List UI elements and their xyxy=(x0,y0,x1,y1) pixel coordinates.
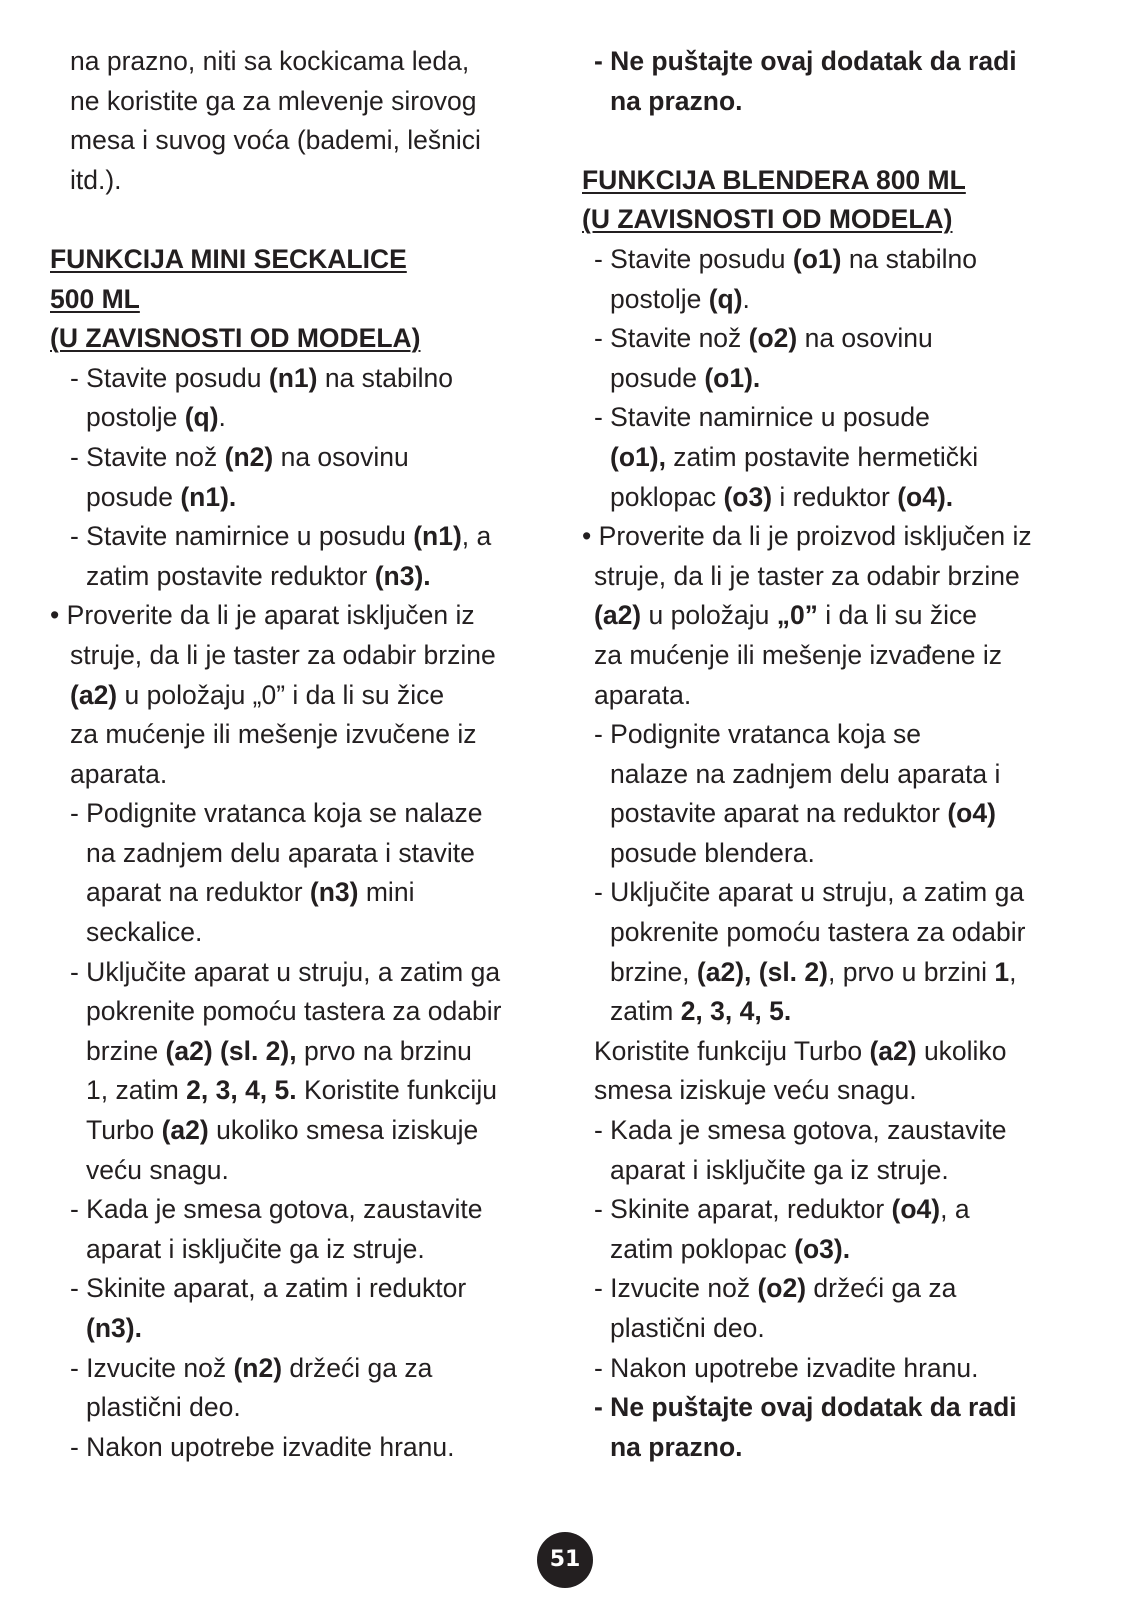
text-run: u položaju „0” i da li su žice xyxy=(117,679,445,710)
section-heading-line xyxy=(582,200,1102,240)
text-run: postolje xyxy=(610,283,709,314)
text-run: u položaju xyxy=(641,600,777,631)
text-line xyxy=(582,280,1102,320)
text-run: ukoliko smesa iziskuje xyxy=(208,1115,479,1146)
text-run: - Uključite aparat u struju, a zatim ga xyxy=(70,956,501,987)
text-line xyxy=(50,953,550,993)
bold-reference: (n1) xyxy=(268,362,318,393)
text-run: postolje xyxy=(86,402,185,433)
text-line xyxy=(50,359,550,399)
text-run: Koristite funkciju Turbo xyxy=(594,1035,870,1066)
text-line xyxy=(50,42,550,82)
text-run: - Izvucite nož xyxy=(70,1352,234,1383)
text-line xyxy=(50,557,550,597)
bold-reference: (o1). xyxy=(704,362,761,393)
text-run: - Stavite nož xyxy=(70,441,225,472)
text-line xyxy=(50,1151,550,1191)
text-run: , a xyxy=(461,521,492,552)
paragraph-spacer xyxy=(50,200,550,240)
text-line xyxy=(582,1190,1102,1230)
text-line xyxy=(582,398,1102,438)
bold-reference: (a2) xyxy=(594,600,642,631)
text-run: i da li su žice xyxy=(817,600,978,631)
text-line xyxy=(50,794,550,834)
text-line xyxy=(50,1309,550,1349)
bold-reference: (n3) xyxy=(309,877,359,908)
bold-reference: (o1) xyxy=(792,243,842,274)
bold-reference: (a2) (sl. 2), xyxy=(165,1035,297,1066)
text-run: brzine, xyxy=(610,956,697,987)
text-line xyxy=(50,1111,550,1151)
text-run: mini xyxy=(358,877,415,908)
text-run: - Izvucite nož xyxy=(594,1273,758,1304)
text-run: aparata. xyxy=(70,758,168,789)
text-line xyxy=(582,1111,1102,1151)
text-line xyxy=(582,1151,1102,1191)
text-line xyxy=(582,596,1102,636)
text-run: - Stavite namirnice u posudu xyxy=(70,521,414,552)
text-run: zatim postavite hermetički xyxy=(665,441,979,472)
text-line xyxy=(582,438,1102,478)
text-line xyxy=(582,319,1102,359)
bold-reference: (o3). xyxy=(794,1233,851,1264)
text-run: - Nakon upotrebe izvadite hranu. xyxy=(70,1431,455,1462)
text-run: posude blendera. xyxy=(610,837,815,868)
left-column xyxy=(50,42,550,1467)
text-line xyxy=(50,438,550,478)
text-run: plastični deo. xyxy=(610,1313,765,1343)
text-line xyxy=(582,557,1102,597)
text-run: na osovinu xyxy=(797,323,933,354)
text-line xyxy=(50,1071,550,1111)
text-line xyxy=(582,953,1102,993)
text-line xyxy=(582,715,1102,755)
text-line xyxy=(582,240,1102,280)
text-line xyxy=(582,834,1102,874)
warning-line xyxy=(582,1428,1102,1468)
text-run: za mućenje ili mešenje izvađene iz xyxy=(594,639,1003,670)
text-line xyxy=(50,121,550,161)
text-run: • Proverite da li je proizvod isključen iz xyxy=(582,521,1032,552)
right-column xyxy=(582,42,1102,1467)
text-line xyxy=(50,834,550,874)
page-number-badge: 51 xyxy=(537,1532,593,1588)
text-line xyxy=(50,1269,550,1309)
text-run: na stabilno xyxy=(317,362,453,393)
text-run: - Podignite vratanca koja se xyxy=(594,719,922,750)
bold-reference: (n3). xyxy=(86,1313,142,1343)
text-line xyxy=(50,873,550,913)
text-line xyxy=(50,992,550,1032)
text-line xyxy=(582,1349,1102,1389)
text-run: zatim poklopac xyxy=(610,1233,795,1264)
bold-reference: (n1). xyxy=(180,481,237,512)
text-run: veću snagu. xyxy=(86,1154,229,1185)
text-run: - Ne puštajte ovaj dodatak da radi xyxy=(594,46,1017,76)
text-run: , prvo u brzini xyxy=(827,956,995,987)
text-run: - Stavite nož xyxy=(594,323,749,354)
text-run: - Uključite aparat u struju, a zatim ga xyxy=(594,877,1025,908)
text-line xyxy=(50,1428,550,1468)
text-run: poklopac xyxy=(610,481,724,512)
text-run: itd.). xyxy=(70,164,122,195)
text-run: - Nakon upotrebe izvadite hranu. xyxy=(594,1352,979,1383)
text-run: - Podignite vratanca koja se nalaze xyxy=(70,798,483,829)
text-run: postavite aparat na reduktor xyxy=(610,798,948,829)
text-line xyxy=(50,755,550,795)
paragraph-spacer xyxy=(582,121,1102,161)
text-run: držeći ga za xyxy=(806,1273,957,1304)
text-run: na prazno, niti sa kockicama leda, xyxy=(70,46,470,76)
text-run: na stabilno xyxy=(841,243,977,274)
text-run: ukoliko xyxy=(916,1035,1007,1066)
text-line xyxy=(50,1388,550,1428)
text-run: (U ZAVISNOSTI OD MODELA) xyxy=(50,323,421,354)
section-heading-line xyxy=(50,240,550,280)
text-run: pokrenite pomoću tastera za odabir xyxy=(86,996,502,1027)
bold-reference: 1 xyxy=(994,956,1010,987)
text-line xyxy=(50,478,550,518)
bold-reference: 2, 3, 4, 5. xyxy=(186,1075,297,1106)
bold-reference: (o4) xyxy=(947,798,996,829)
text-run: za mućenje ili mešenje izvučene iz xyxy=(70,719,477,750)
text-run: na prazno. xyxy=(610,85,743,116)
text-line xyxy=(582,873,1102,913)
text-line xyxy=(50,517,550,557)
text-line xyxy=(582,517,1102,557)
text-line xyxy=(50,82,550,122)
text-line xyxy=(50,1230,550,1270)
text-run: - Kada je smesa gotova, zaustavite xyxy=(70,1194,483,1225)
text-run: aparat i isključite ga iz struje. xyxy=(86,1233,425,1264)
text-line xyxy=(582,913,1102,953)
warning-line xyxy=(582,1388,1102,1428)
bold-reference: (n2) xyxy=(224,441,274,472)
text-run: FUNKCIJA MINI SECKALICE xyxy=(50,243,407,274)
bold-reference: (o2) xyxy=(757,1273,807,1304)
text-run: na zadnjem delu aparata i stavite xyxy=(86,837,475,868)
text-line xyxy=(582,755,1102,795)
text-line xyxy=(50,676,550,716)
text-run: FUNKCIJA BLENDERA 800 ML xyxy=(582,164,966,195)
text-run: na prazno. xyxy=(610,1431,743,1462)
text-run: - Skinite aparat, reduktor xyxy=(594,1194,892,1225)
text-run: na osovinu xyxy=(273,441,409,472)
text-line xyxy=(582,1230,1102,1270)
text-run: struje, da li je taster za odabir brzine xyxy=(70,639,496,670)
text-line xyxy=(582,478,1102,518)
text-run: • Proverite da li je aparat isključen iz xyxy=(50,600,475,631)
text-run: brzine xyxy=(86,1035,166,1066)
bold-reference: (n3). xyxy=(374,560,431,591)
text-run: prvo na brzinu xyxy=(296,1035,472,1066)
text-run: struje, da li je taster za odabir brzine xyxy=(594,560,1020,591)
text-line xyxy=(50,398,550,438)
text-run: . xyxy=(742,283,750,314)
text-run: posude xyxy=(610,362,705,393)
text-line xyxy=(582,1309,1102,1349)
text-run: - Stavite posudu xyxy=(70,362,269,393)
text-run: - Ne puštajte ovaj dodatak da radi xyxy=(594,1392,1017,1423)
text-run: , xyxy=(1009,956,1017,987)
text-run: - Stavite namirnice u posude xyxy=(594,402,930,433)
text-line xyxy=(582,992,1102,1032)
text-run: 500 ML xyxy=(50,283,140,314)
text-run: - Skinite aparat, a zatim i reduktor xyxy=(70,1273,467,1304)
bold-reference: (n1) xyxy=(413,521,462,552)
bold-reference: (a2) xyxy=(161,1115,209,1146)
bold-reference: (n2) xyxy=(233,1352,283,1383)
warning-line xyxy=(582,42,1102,82)
text-run: zatim xyxy=(610,996,681,1027)
text-run: (U ZAVISNOSTI OD MODELA) xyxy=(582,204,953,235)
text-line xyxy=(582,1269,1102,1309)
text-line xyxy=(582,676,1102,716)
text-line xyxy=(50,161,550,201)
bold-reference: (o2) xyxy=(748,323,798,354)
bold-reference: (o4) xyxy=(891,1194,941,1225)
text-line xyxy=(50,1032,550,1072)
bold-reference: (a2), (sl. 2) xyxy=(696,956,828,987)
text-run: nalaze na zadnjem delu aparata i xyxy=(610,758,1001,789)
text-line xyxy=(582,794,1102,834)
text-line xyxy=(582,636,1102,676)
text-line xyxy=(582,1071,1102,1111)
bold-reference: 2, 3, 4, 5. xyxy=(680,996,792,1027)
bold-reference: (o1), xyxy=(610,441,666,472)
bold-reference: (o3) xyxy=(723,481,773,512)
text-line xyxy=(50,913,550,953)
text-line xyxy=(50,636,550,676)
bold-reference: (q) xyxy=(708,283,743,314)
text-line xyxy=(582,1032,1102,1072)
text-run: aparata. xyxy=(594,679,692,710)
section-heading-line xyxy=(50,280,550,320)
text-run: smesa iziskuje veću snagu. xyxy=(594,1075,917,1106)
text-line xyxy=(50,596,550,636)
text-run: i reduktor xyxy=(772,481,898,512)
section-heading-line xyxy=(582,161,1102,201)
text-run: ne koristite ga za mlevenje sirovog xyxy=(70,85,477,116)
text-run: mesa i suvog voća (bademi, lešnici xyxy=(70,125,481,156)
text-run: pokrenite pomoću tastera za odabir xyxy=(610,917,1026,948)
text-run: - Stavite posudu xyxy=(594,243,793,274)
text-run: zatim postavite reduktor xyxy=(86,560,375,591)
text-run: držeći ga za xyxy=(282,1352,433,1383)
text-line xyxy=(582,359,1102,399)
text-run: Turbo xyxy=(86,1115,162,1146)
bold-reference: (o4). xyxy=(897,481,954,512)
bold-reference: „0” xyxy=(776,600,818,631)
text-run: posude xyxy=(86,481,181,512)
bold-reference: (q) xyxy=(184,402,219,433)
text-line xyxy=(50,715,550,755)
text-run: seckalice. xyxy=(86,917,203,948)
text-run: aparat na reduktor xyxy=(86,877,310,908)
text-run: . xyxy=(218,402,226,433)
text-line xyxy=(50,1190,550,1230)
bold-reference: (a2) xyxy=(869,1035,917,1066)
text-run: plastični deo. xyxy=(86,1392,241,1423)
bold-reference: (a2) xyxy=(70,679,118,710)
warning-line xyxy=(582,82,1102,122)
text-run: , a xyxy=(940,1194,970,1225)
text-run: Koristite funkciju xyxy=(296,1075,497,1106)
text-line xyxy=(50,1349,550,1389)
section-heading-line xyxy=(50,319,550,359)
text-run: aparat i isključite ga iz struje. xyxy=(610,1154,949,1185)
text-run: - Kada je smesa gotova, zaustavite xyxy=(594,1115,1007,1146)
text-run: 1, zatim xyxy=(86,1075,187,1106)
